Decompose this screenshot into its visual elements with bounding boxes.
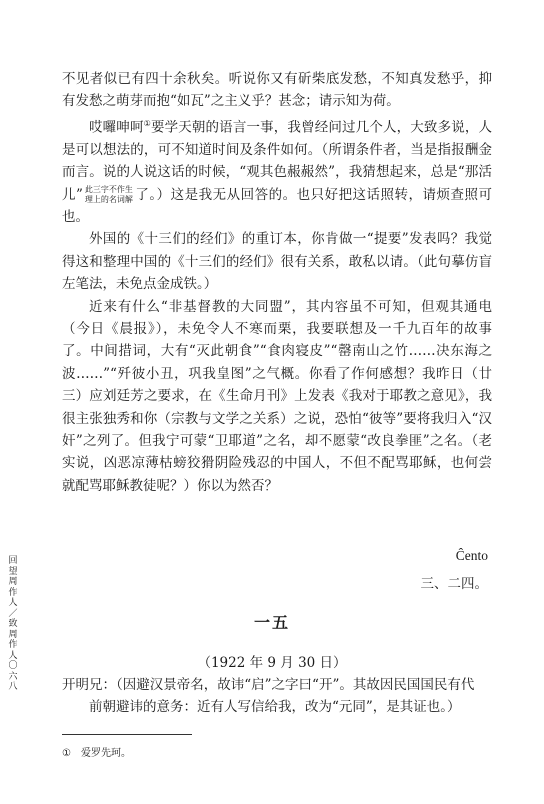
letter-date: （1922 年 9 月 30 日）	[197, 655, 347, 671]
inline-note	[85, 185, 133, 205]
paragraph-2-start: 哎囉呻呵	[89, 119, 144, 136]
next-letter-line-2: 前朝避讳的意务：近有人写信给我，改为“元同”，是其证也。）	[89, 699, 461, 716]
paragraph-1: 不见者似已有四十余秋矣。听说你又有斫柴底发愁，不知真发愁乎，抑有发愁之萌芽而抱“如瓦”之主义乎？甚念；请示知为荷。	[62, 71, 492, 110]
section-number: 一五	[253, 613, 290, 632]
next-letter-opening	[62, 674, 492, 719]
signature: Ĉento	[455, 548, 488, 563]
paragraph-2	[62, 113, 492, 229]
paragraph-2-middle: 要学天朝的语言一事，我曾经问过几个人，大致多说，人是可以想法的，可不知道时间及条件如何。（所谓条件者，当是指报酬金而言。说的人说这话的时候，“观其色赧赧然”，我猜想起来，总是“那活儿”	[62, 119, 493, 203]
footnote-mark: ①	[62, 748, 71, 759]
signature-date: 三、二四。	[420, 576, 488, 592]
running-side-label: 回望周作人／致周作人 〇六八	[8, 556, 27, 692]
footnote-text: 爱罗先珂。	[80, 748, 131, 759]
paragraph-4: 近来有什么“非基督教的大同盟”，其内容虽不可知，但观其通电（今日《晨报》），未免令人不寒而栗，我要联想及一千九百年的故事了。中间措词，大有“灭此朝食”“食肉寝皮”“罄南山之竹……决东海之波……”“歼彼小丑，巩我皇图”之气概。你看了作何感想？我昨日（廿三）应刘廷芳之要求，在《生命月刊》上发表《我对于耶教之意见》，我很主张独秀和你（宗教与文学之关系）之说，恐怕“彼等”要将我归入“汉奸”之列了。但我宁可蒙“卫耶道”之名，却不愿蒙“改良拳匪”之名。（老实说，凶恶凉薄枯螃狡猾阴险残忍的中国人，不但不配骂耶稣，也何尝就配骂耶稣教徒呢？）你以为然否？	[62, 298, 492, 494]
inline-note-line-1: 此三字不作生	[84, 185, 133, 195]
letter-body	[62, 68, 492, 497]
footnote-reference[interactable]: ①	[143, 118, 151, 128]
next-letter-line-1: 开明兄：（因避汉景帝名，故讳“启”之字曰“开”。其故因民国国民有代	[62, 677, 475, 693]
footnote-divider	[62, 734, 192, 735]
inline-note-line-2: 理上的名词解	[84, 195, 133, 205]
paragraph-3: 外国的《十三们的经们》的重订本，你肯做一“提要”发表吗？我觉得这和整理中国的《十三们的经们》很有关系，敢私以请。（此句摹仿盲左笔法，未免点金成铁。）	[62, 231, 492, 293]
paragraph-2-end: 了。）这是我无从回答的。也只好把这话照转，请烦查照可也。	[62, 186, 493, 225]
footnote	[62, 744, 131, 759]
